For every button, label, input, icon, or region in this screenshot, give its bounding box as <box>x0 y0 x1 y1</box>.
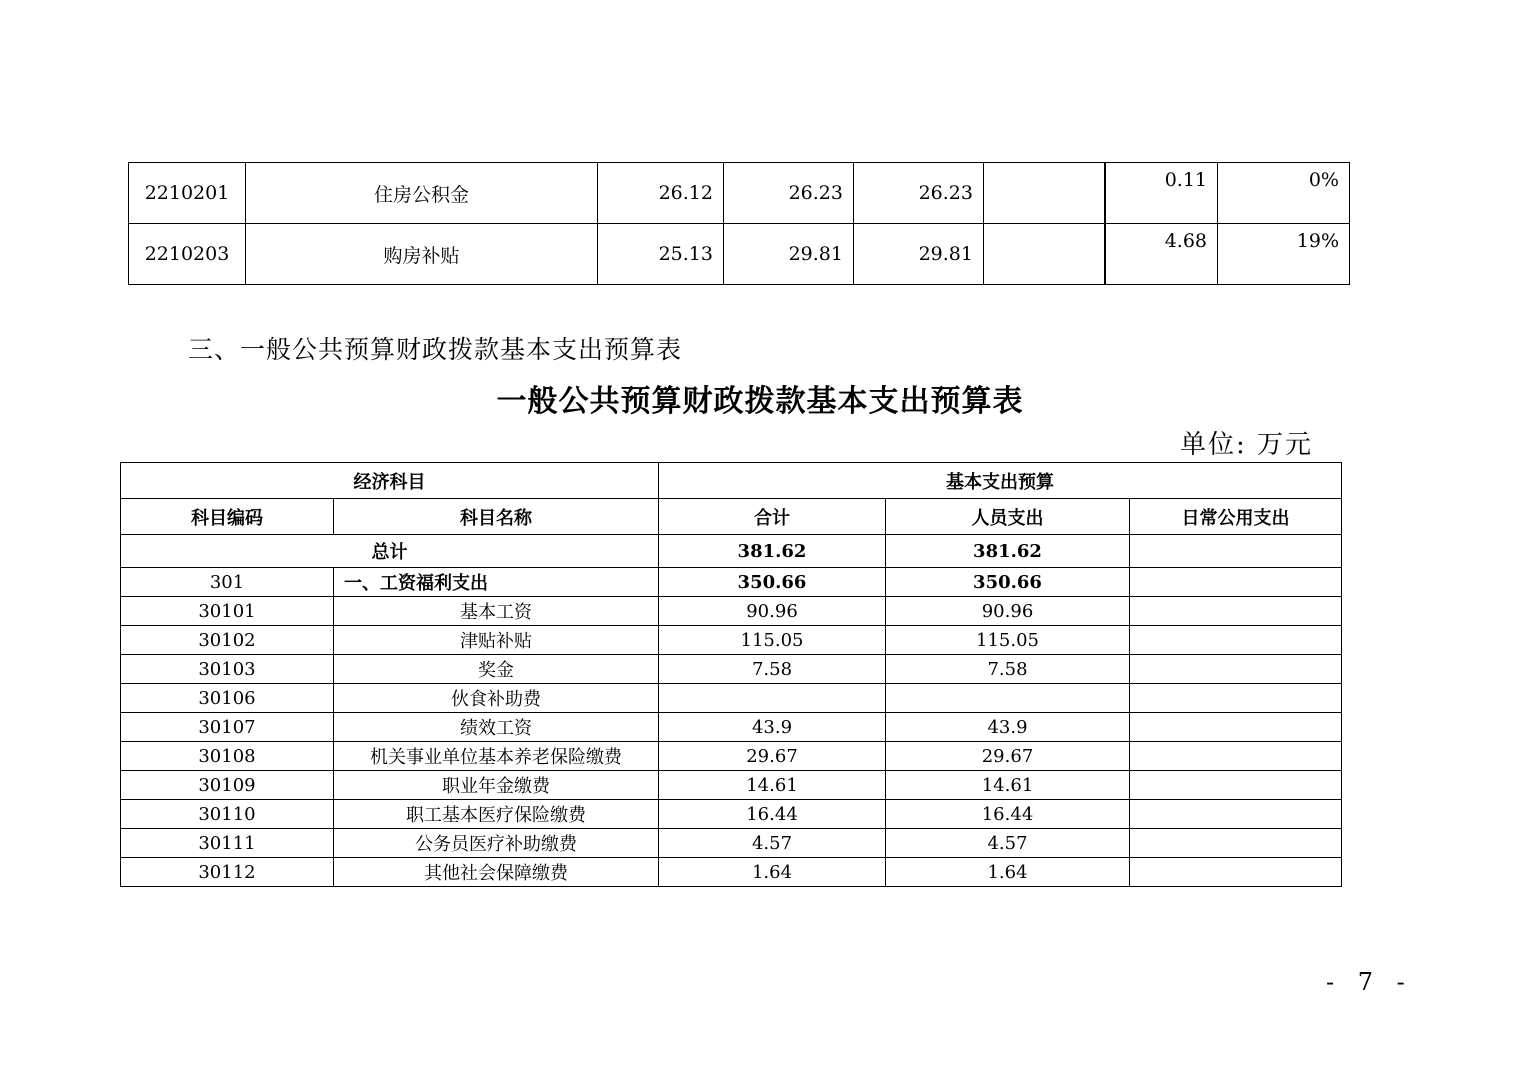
cell-name: 其他社会保障缴费 <box>334 858 659 887</box>
cell-total: 16.44 <box>659 800 886 829</box>
cell-personnel <box>886 684 1130 713</box>
column-header-code: 科目编码 <box>121 499 334 535</box>
cell-value: 0.11 <box>1105 163 1218 224</box>
table-row <box>121 742 1342 771</box>
cell-value <box>984 163 1105 224</box>
total-row <box>121 535 1342 568</box>
cell-code: 30101 <box>121 597 334 626</box>
cell-name: 津贴补贴 <box>334 626 659 655</box>
cell-public <box>1130 626 1342 655</box>
cell-value: 29.81 <box>854 224 984 285</box>
header-economic-subject: 经济科目 <box>121 463 659 499</box>
cell-value: 26.23 <box>724 163 854 224</box>
cell-personnel: 43.9 <box>886 713 1130 742</box>
cell-name: 绩效工资 <box>334 713 659 742</box>
total-public <box>1130 535 1342 568</box>
cell-percent: 19% <box>1218 224 1350 285</box>
cell-code: 301 <box>121 568 334 597</box>
table-row <box>121 655 1342 684</box>
cell-total: 1.64 <box>659 858 886 887</box>
cell-name: 机关事业单位基本养老保险缴费 <box>334 742 659 771</box>
cell-total: 7.58 <box>659 655 886 684</box>
cell-total <box>659 684 886 713</box>
cell-name: 奖金 <box>334 655 659 684</box>
table-row <box>121 713 1342 742</box>
cell-total: 115.05 <box>659 626 886 655</box>
cell-name: 购房补贴 <box>246 224 598 285</box>
cell-public <box>1130 800 1342 829</box>
cell-code: 30103 <box>121 655 334 684</box>
cell-code: 30102 <box>121 626 334 655</box>
cell-personnel: 115.05 <box>886 626 1130 655</box>
cell-name: 职工基本医疗保险缴费 <box>334 800 659 829</box>
cell-code: 30112 <box>121 858 334 887</box>
cell-total: 350.66 <box>659 568 886 597</box>
cell-public <box>1130 713 1342 742</box>
cell-public <box>1130 684 1342 713</box>
cell-personnel: 7.58 <box>886 655 1130 684</box>
cell-personnel: 350.66 <box>886 568 1130 597</box>
cell-percent: 0% <box>1218 163 1350 224</box>
cell-value: 29.81 <box>724 224 854 285</box>
header-row <box>121 499 1342 535</box>
cell-value: 25.13 <box>598 224 724 285</box>
table-row <box>121 597 1342 626</box>
table-row <box>121 829 1342 858</box>
total-value: 381.62 <box>659 535 886 568</box>
cell-code: 30108 <box>121 742 334 771</box>
page-number: - 7 - <box>1326 968 1413 996</box>
cell-name: 住房公积金 <box>246 163 598 224</box>
cell-total: 29.67 <box>659 742 886 771</box>
cell-total: 43.9 <box>659 713 886 742</box>
table-row <box>121 626 1342 655</box>
cell-name: 基本工资 <box>334 597 659 626</box>
cell-code: 30106 <box>121 684 334 713</box>
cell-personnel: 16.44 <box>886 800 1130 829</box>
cell-personnel: 4.57 <box>886 829 1130 858</box>
table-row <box>121 684 1342 713</box>
table-row <box>121 858 1342 887</box>
cell-total: 14.61 <box>659 771 886 800</box>
cell-personnel: 90.96 <box>886 597 1130 626</box>
cell-public <box>1130 742 1342 771</box>
cell-name: 一、工资福利支出 <box>334 568 659 597</box>
column-header-name: 科目名称 <box>334 499 659 535</box>
cell-code: 30107 <box>121 713 334 742</box>
column-header-personnel: 人员支出 <box>886 499 1130 535</box>
column-header-total: 合计 <box>659 499 886 535</box>
basic-expenditure-table <box>120 462 1342 887</box>
cell-public <box>1130 655 1342 684</box>
cell-code: 2210201 <box>129 163 246 224</box>
cell-name: 伙食补助费 <box>334 684 659 713</box>
cell-public <box>1130 568 1342 597</box>
cell-total: 90.96 <box>659 597 886 626</box>
cell-value: 4.68 <box>1105 224 1218 285</box>
total-personnel: 381.62 <box>886 535 1130 568</box>
section-heading: 三、一般公共预算财政拨款基本支出预算表 <box>188 335 683 364</box>
cell-public <box>1130 829 1342 858</box>
cell-code: 30111 <box>121 829 334 858</box>
table-row <box>121 771 1342 800</box>
carryover-table <box>128 162 1350 285</box>
cell-name: 职业年金缴费 <box>334 771 659 800</box>
cell-public <box>1130 771 1342 800</box>
table-row <box>121 568 1342 597</box>
cell-name: 公务员医疗补助缴费 <box>334 829 659 858</box>
cell-personnel: 14.61 <box>886 771 1130 800</box>
cell-personnel: 29.67 <box>886 742 1130 771</box>
cell-value <box>984 224 1105 285</box>
cell-public <box>1130 858 1342 887</box>
cell-value: 26.12 <box>598 163 724 224</box>
total-label: 总计 <box>121 535 659 568</box>
cell-public <box>1130 597 1342 626</box>
header-basic-expenditure: 基本支出预算 <box>659 463 1342 499</box>
header-group-row <box>121 463 1342 499</box>
cell-personnel: 1.64 <box>886 858 1130 887</box>
column-header-public: 日常公用支出 <box>1130 499 1342 535</box>
cell-value: 26.23 <box>854 163 984 224</box>
cell-code: 2210203 <box>129 224 246 285</box>
table-row <box>129 163 1350 224</box>
table-title: 一般公共预算财政拨款基本支出预算表 <box>496 384 1024 419</box>
unit-label: 单位: 万元 <box>1180 430 1314 460</box>
table-row <box>129 224 1350 285</box>
table-row <box>121 800 1342 829</box>
cell-total: 4.57 <box>659 829 886 858</box>
cell-code: 30109 <box>121 771 334 800</box>
cell-code: 30110 <box>121 800 334 829</box>
